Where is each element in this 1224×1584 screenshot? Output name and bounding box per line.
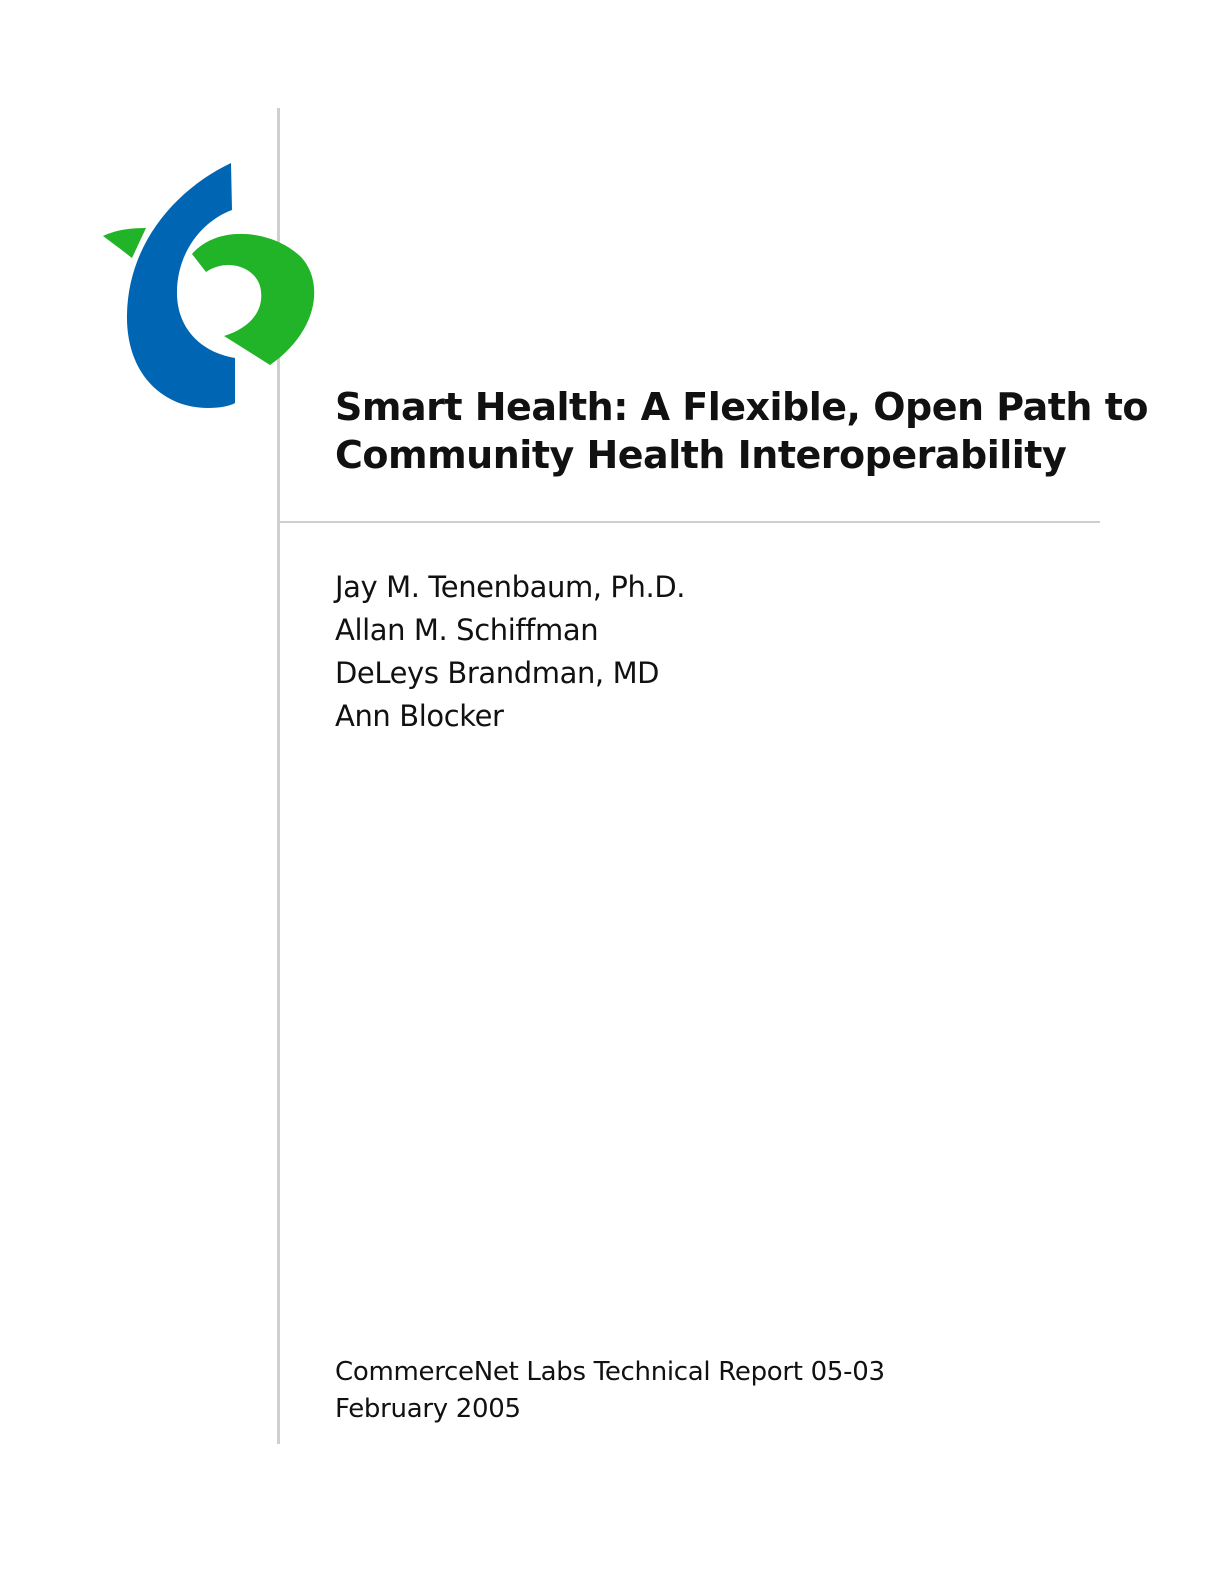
report-title — [335, 383, 1195, 479]
report-title-line-1: Smart Health: A Flexible, Open Path to — [335, 385, 1148, 429]
horizontal-divider — [280, 521, 1100, 523]
report-series: CommerceNet Labs Technical Report 05-03 — [335, 1357, 885, 1387]
author-name: Jay M. Tenenbaum, Ph.D. — [335, 570, 686, 604]
commercenet-logo — [100, 160, 320, 412]
logo-green-swoosh — [192, 234, 314, 365]
logo-green-leaf — [103, 228, 146, 258]
logo-blue-crescent — [127, 163, 235, 408]
report-title-line-2: Community Health Interoperability — [335, 433, 1067, 477]
author-name: DeLeys Brandman, MD — [335, 656, 660, 690]
author-list — [335, 566, 685, 738]
report-info — [335, 1354, 885, 1428]
report-date: February 2005 — [335, 1394, 521, 1424]
author-name: Allan M. Schiffman — [335, 613, 599, 647]
author-name: Ann Blocker — [335, 699, 504, 733]
